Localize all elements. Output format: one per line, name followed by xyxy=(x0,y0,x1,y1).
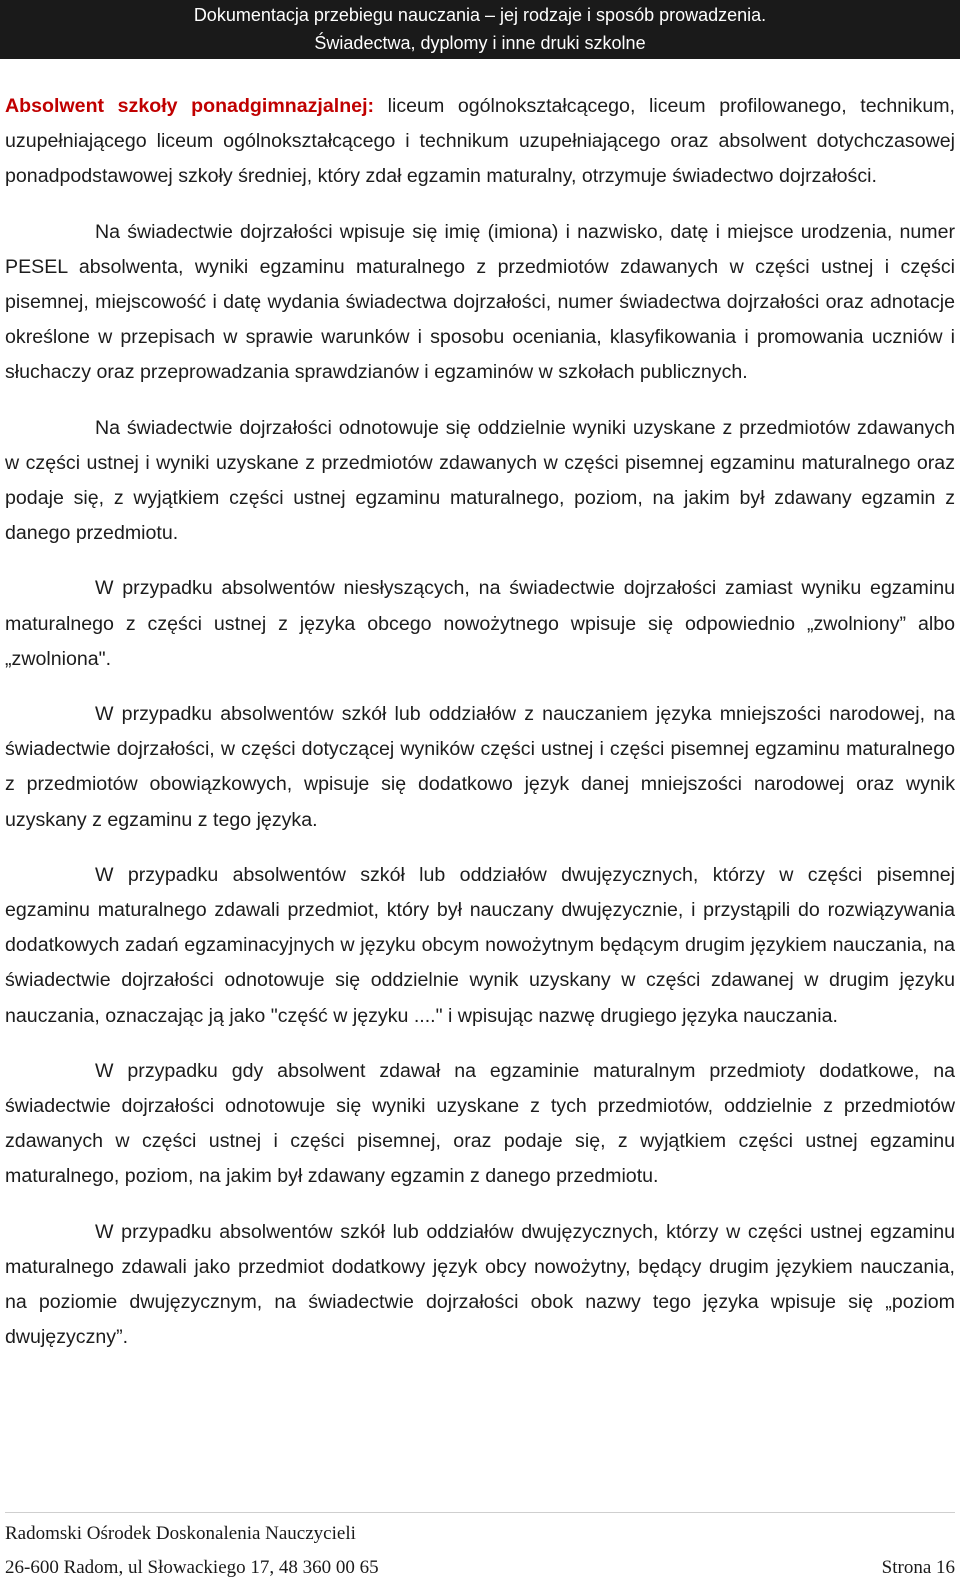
paragraph-7: W przypadku absolwentów szkół lub oddziałów dwujęzycznych, którzy w części ustnej egzaminu maturalnego zdawali jako przedmiot dodatkowy język obcy nowożytny, będący drugim językiem nauczania, na poziomie dwujęzycznym, na świadectwie dojrzałości obok nazwy tego języka wpisuje się „poziom dwujęzyczny”. xyxy=(5,1220,955,1349)
footer-row xyxy=(5,1551,955,1585)
document-footer xyxy=(5,1517,955,1585)
page-number: Strona 16 xyxy=(881,1557,955,1578)
footer-divider xyxy=(5,1512,955,1513)
document-body xyxy=(5,89,955,1356)
header-line-2: Świadectwa, dyplomy i inne druki szkolne xyxy=(314,33,646,53)
paragraph-1: Na świadectwie dojrzałości wpisuje się imię (imiona) i nazwisko, datę i miejsce urodzenia, numer PESEL absolwenta, wyniki egzaminu maturalnego z przedmiotów zdawanych w części ustnej i części pisemnej, miejscowość i datę wydania świadectwa dojrzałości, numer świadectwa dojrzałości oraz adnotacje określone w przepisach w sprawie warunków i sposobu oceniania, klasyfikowania i promowania uczniów i słuchaczy oraz przeprowadzania sprawdzianów i egzaminów w szkołach publicznych. xyxy=(5,220,955,384)
document-header xyxy=(0,0,960,59)
paragraph-2: Na świadectwie dojrzałości odnotowuje się oddzielnie wyniki uzyskane z przedmiotów zdawanych w części ustnej i wyniki uzyskane z przedmiotów zdawanych w części pisemnej egzaminu maturalnego oraz podaje się, z wyjątkiem części ustnej egzaminu maturalnego, poziom, na jakim był zdawany egzamin z danego przedmiotu. xyxy=(5,416,955,545)
paragraph-4: W przypadku absolwentów szkół lub oddziałów z nauczaniem języka mniejszości narodowej, na świadectwie dojrzałości, w części dotyczącej wyników części ustnej i części pisemnej egzaminu maturalnego z przedmiotów obowiązkowych, wpisuje się dodatkowo język danej mniejszości narodowej oraz wynik uzyskany z egzaminu z tego języka. xyxy=(5,703,955,831)
header-line-1: Dokumentacja przebiegu nauczania – jej rodzaje i sposób prowadzenia. xyxy=(193,5,767,25)
intro-paragraph xyxy=(5,89,955,195)
paragraph-6: W przypadku gdy absolwent zdawał na egzaminie maturalnym przedmioty dodatkowe, na świadectwie dojrzałości odnotowuje się wyniki uzyskane z tych przedmiotów, oddzielnie z przedmiotów zdawanych w części ustnej i części pisemnej, oraz podaje się, z wyjątkiem części ustnej egzaminu maturalnego, poziom, na jakim był zdawany egzamin z danego przedmiotu. xyxy=(5,1059,955,1188)
paragraph-3: W przypadku absolwentów niesłyszących, na świadectwie dojrzałości zamiast wyniku egzaminu maturalnego z części ustnej z języka obcego nowożytnego wpisuje się odpowiednio „zwolniony” albo „zwolniona". xyxy=(5,577,955,670)
footer-organization: Radomski Ośrodek Doskonalenia Nauczycieli xyxy=(5,1523,356,1544)
paragraph-5: W przypadku absolwentów szkół lub oddziałów dwujęzycznych, którzy w części pisemnej egzaminu maturalnego zdawali przedmiot, który był nauczany dwujęzycznie, i przystąpili do rozwiązywania dodatkowych zadań egzaminacyjnych w języku obcym nowożytnym będącym drugim językiem nauczania, na świadectwie dojrzałości odnotowuje się oddzielnie wynik uzyskany w części zdawanej w drugim języku nauczania, oznaczając ją jako "część w języku ...." i wpisując nazwę drugiego języka nauczania. xyxy=(5,863,955,1027)
intro-text: liceum ogólnokształcącego, liceum profilowanego, technikum, uzupełniającego liceum ogólnokształcącego i technikum uzupełniającego oraz absolwent dotychczasowej ponadpodstawowej szkoły średniej, który zdał egzamin maturalny, otrzymuje świadectwo dojrzałości. xyxy=(5,95,955,188)
footer-address: 26-600 Radom, ul Słowackiego 17, 48 360 00 65 xyxy=(5,1557,379,1578)
intro-highlight: Absolwent szkoły ponadgimnazjalnej: xyxy=(5,95,375,117)
